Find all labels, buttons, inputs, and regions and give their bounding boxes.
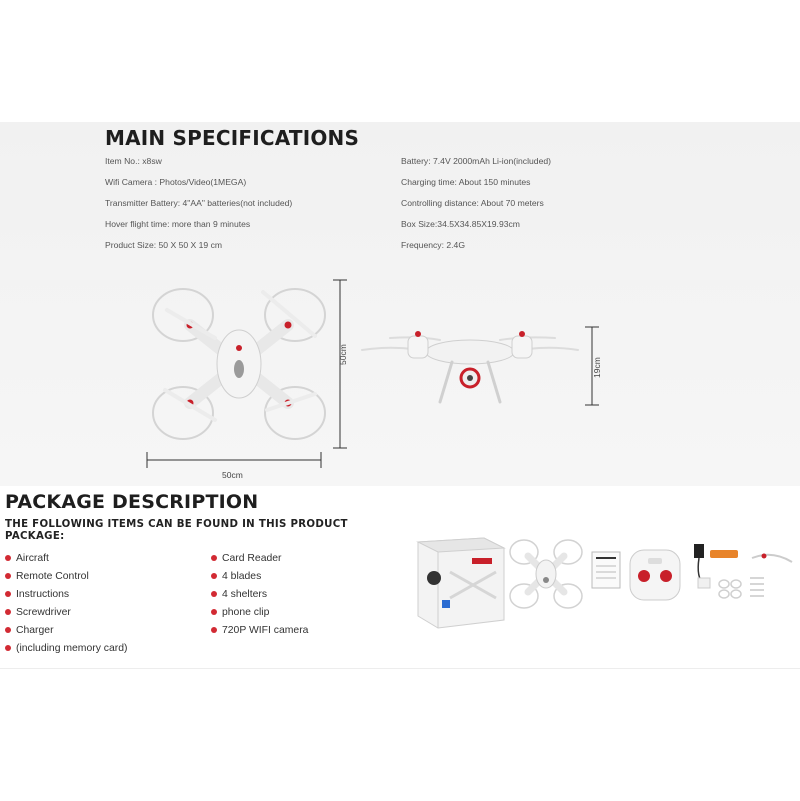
spec-frequency: Frequency: 2.4G	[401, 240, 466, 250]
bullet-icon	[5, 555, 11, 561]
bullet-icon	[5, 609, 11, 615]
bullet-icon	[5, 645, 11, 651]
spec-wifi-camera: Wifi Camera : Photos/Video(1MEGA)	[105, 177, 247, 187]
spec-box-size: Box Size:34.5X34.85X19.93cm	[401, 219, 520, 229]
bullet-icon	[5, 573, 11, 579]
list-item: Remote Control	[5, 570, 127, 588]
package-list-column-1	[5, 552, 127, 660]
top-margin	[0, 0, 800, 122]
list-item: 720P WIFI camera	[211, 624, 308, 642]
package-subtitle: THE FOLLOWING ITEMS CAN BE FOUND IN THIS PRODUCT PACKAGE:	[5, 519, 348, 542]
drone-side-view-image	[360, 320, 580, 410]
depth-dimension-label: 50cm	[338, 344, 348, 365]
list-item: 4 shelters	[211, 588, 308, 606]
specifications-title: MAIN SPECIFICATIONS	[105, 126, 360, 150]
bullet-icon	[5, 627, 11, 633]
bullet-icon	[211, 555, 217, 561]
list-item: Aircraft	[5, 552, 127, 570]
bullet-icon	[211, 591, 217, 597]
drone-top-view-image	[145, 270, 345, 470]
bottom-margin	[0, 668, 800, 801]
spec-battery: Battery: 7.4V 2000mAh Li-ion(included)	[401, 156, 551, 166]
width-dimension-label: 50cm	[222, 470, 243, 480]
package-title: PACKAGE DESCRIPTION	[5, 491, 259, 513]
list-item: Screwdriver	[5, 606, 127, 624]
spec-item-number: Item No.: x8sw	[105, 156, 162, 166]
package-contents-image	[412, 528, 798, 632]
height-dimension-label: 19cm	[592, 357, 602, 378]
spec-control-distance: Controlling distance: About 70 meters	[401, 198, 544, 208]
spec-transmitter-battery: Transmitter Battery: 4"AA" batteries(not included)	[105, 198, 293, 208]
bullet-icon	[5, 591, 11, 597]
bullet-icon	[211, 573, 217, 579]
list-item: Card Reader	[211, 552, 308, 570]
bullet-icon	[211, 609, 217, 615]
spec-product-size: Product Size: 50 X 50 X 19 cm	[105, 240, 223, 250]
list-item: (including memory card)	[5, 642, 127, 660]
package-list-column-2	[211, 552, 308, 642]
spec-charging-time: Charging time: About 150 minutes	[401, 177, 531, 187]
list-item: Charger	[5, 624, 127, 642]
bullet-icon	[211, 627, 217, 633]
list-item: phone clip	[211, 606, 308, 624]
list-item: 4 blades	[211, 570, 308, 588]
spec-hover-time: Hover flight time: more than 9 minutes	[105, 219, 251, 229]
width-dimension-line	[145, 448, 325, 472]
list-item: Instructions	[5, 588, 127, 606]
